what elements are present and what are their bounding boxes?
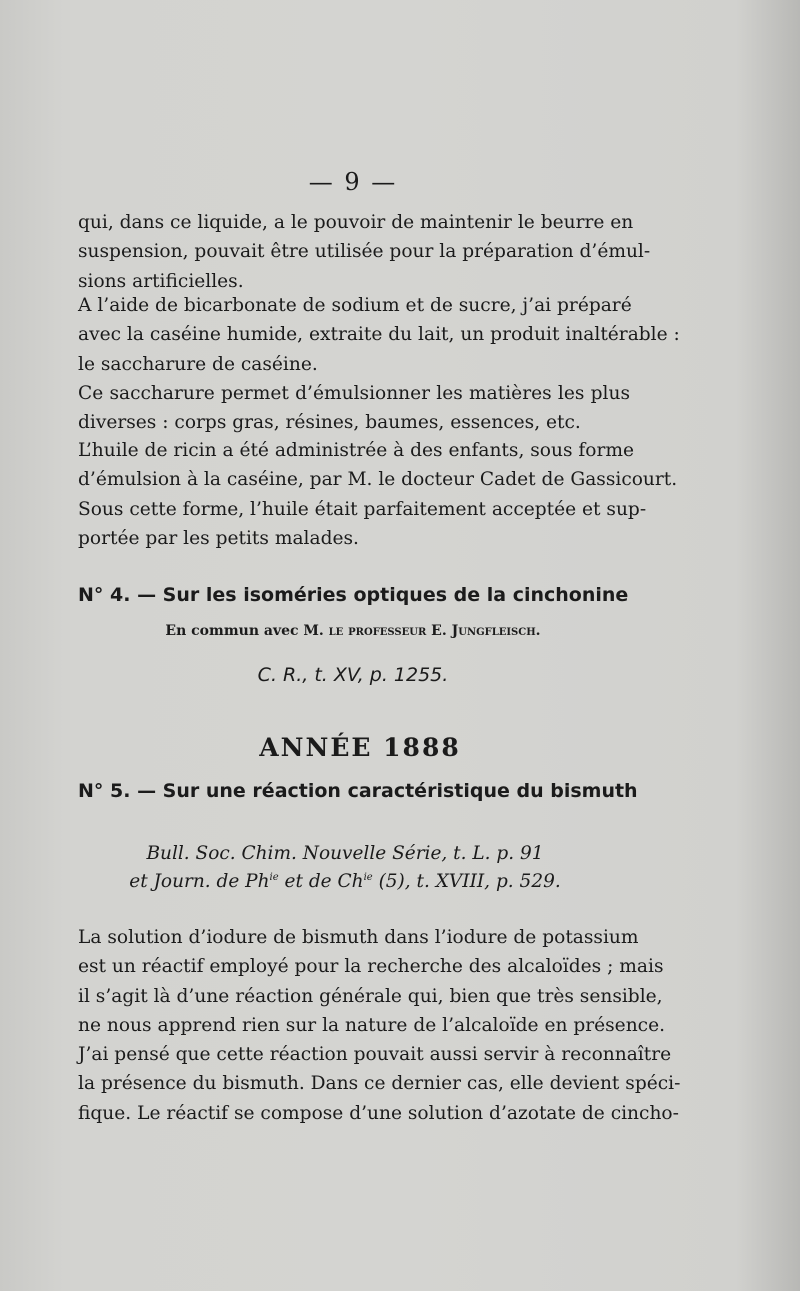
text-line: Sous cette forme, l’huile était parfaitement acceptée et sup- xyxy=(78,498,647,520)
ref-sup: ie xyxy=(269,871,279,883)
section-heading-n4: N° 4. — Sur les isoméries optiques de la cinchonine xyxy=(78,584,629,606)
text-line: fique. Le réactif se compose d’une solution d’azotate de cincho- xyxy=(78,1102,679,1124)
text-line: suspension, pouvait être utilisée pour la préparation d’émul- xyxy=(78,241,651,263)
text-line: d’émulsion à la caséine, par M. le docteur Cadet de Gassicourt. xyxy=(78,469,678,491)
paragraph-3 xyxy=(78,379,630,438)
text-line: avec la caséine humide, extraite du lait, un produit inaltérable : xyxy=(78,324,680,346)
page-number: — 9 — xyxy=(308,168,398,196)
text-line: il s’agit là d’une réaction générale qui, bien que très sensible, xyxy=(78,985,663,1007)
text-line: portée par les petits malades. xyxy=(78,527,359,549)
collab-prefix: En commun avec M. xyxy=(165,623,324,639)
text-line: est un réactif employé pour la recherche des alcaloïdes ; mais xyxy=(78,956,664,978)
paragraph-5 xyxy=(78,923,681,1128)
ref-part: (5), t. XVIII, p. 529. xyxy=(372,871,561,892)
reference-n5-line1: Bull. Soc. Chim. Nouvelle Série, t. L. p. 91 xyxy=(146,843,544,864)
paragraph-1 xyxy=(78,208,651,296)
text-line: A l’aide de bicarbonate de sodium et de sucre, j’ai préparé xyxy=(78,295,632,316)
paragraph-2 xyxy=(78,291,680,379)
year-heading: ANNÉE 1888 xyxy=(259,733,461,762)
collab-title: le professeur xyxy=(328,623,427,639)
paragraph-4 xyxy=(78,436,678,553)
text-line: diverses : corps gras, résines, baumes, essences, etc. xyxy=(78,412,581,434)
text-line: La solution d’iodure de bismuth dans l’iodure de potassium xyxy=(78,927,639,948)
text-line: la présence du bismuth. Dans ce dernier cas, elle devient spéci- xyxy=(78,1073,681,1095)
ref-sup: ie xyxy=(363,871,373,883)
text-line: qui, dans ce liquide, a le pouvoir de maintenir le beurre en xyxy=(78,212,634,233)
text-line: le saccharure de caséine. xyxy=(78,353,318,375)
text-line: Ce saccharure permet d’émulsionner les matières les plus xyxy=(78,383,630,404)
reference-n4: C. R., t. XV, p. 1255. xyxy=(257,664,449,686)
section-heading-n5: N° 5. — Sur une réaction caractéristique du bismuth xyxy=(78,780,638,802)
text-line: J’ai pensé que cette réaction pouvait aussi servir à reconnaître xyxy=(78,1044,672,1066)
ref-part: et Journ. de Ph xyxy=(129,871,270,892)
collab-name: Jungfleisch. xyxy=(451,623,541,639)
text-line: sions artificielles. xyxy=(78,270,244,292)
collab-initial: E. xyxy=(431,623,447,639)
text-line: ne nous apprend rien sur la nature de l’alcaloïde en présence. xyxy=(78,1014,665,1036)
collaboration-line xyxy=(0,623,706,639)
ref-part: et de Ch xyxy=(278,871,364,892)
text-line: L’huile de ricin a été administrée à des enfants, sous forme xyxy=(78,440,635,461)
reference-n5-line2 xyxy=(0,871,690,892)
